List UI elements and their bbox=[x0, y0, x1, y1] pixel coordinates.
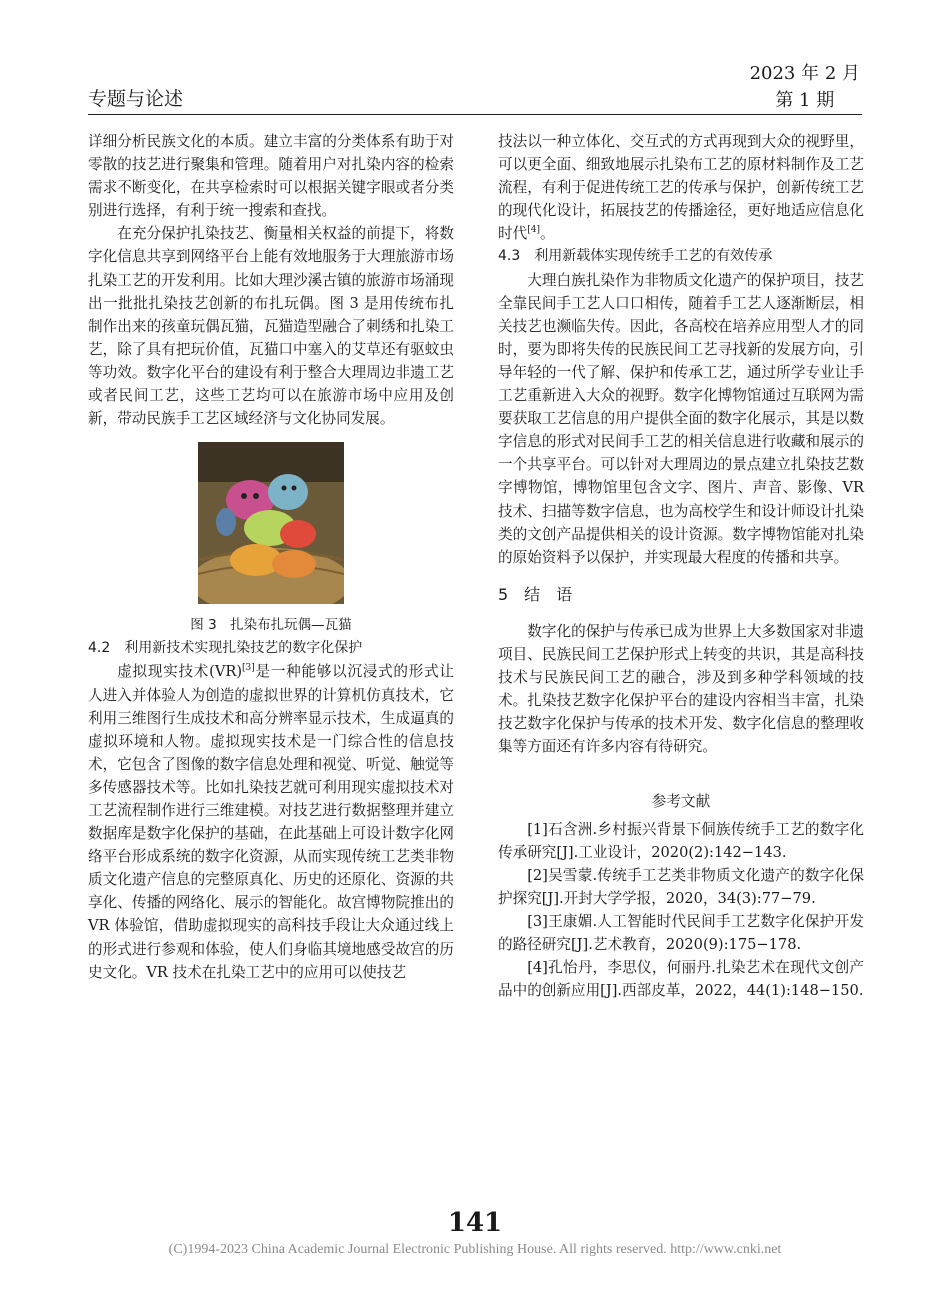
reference-item: [1]石含洲.乡村振兴背景下侗族传统手工艺的数字化传承研究[J].工业设计，2020(2):142−143. bbox=[498, 820, 864, 861]
paragraph-text: 虚拟现实技术(VR) bbox=[117, 663, 243, 681]
subsection-heading: 4.2 利用新技术实现扎染技艺的数字化保护 bbox=[88, 640, 363, 657]
figure-3 bbox=[88, 442, 454, 637]
paragraph: 大理白族扎染作为非物质文化遗产的保护项目，技艺全靠民间手工艺人口口相传，随着手工艺人逐渐断层，相关技艺也濒临失传。因此，各高校在培养应用型人才的同时，要为即将失传的民族民间工艺寻找新的发展方向，引导年轻的一代了解、保护和传承工艺，通过所学专业让手工艺重新进入大众的视野。数字化博物馆通过互联网为需要获取工艺信息的用户提供全面的数字化展示，其是以数字信息的形式对民间手工艺的相关信息进行收藏和展示的一个共享平台。可以针对大理周边的景点建立扎染技艺数字博物馆，博物馆里包含文字、图片、声音、影像、VR 技术、扫描等数字信息，也为高校学生和设计师设计扎染类的文创产品提供相关的设计资源。数字博物馆能对扎染的原始资料予以保护，并实现最大程度的传播和共享。 bbox=[498, 271, 864, 566]
citation: [4] bbox=[527, 225, 540, 236]
photo-wa-mao-dolls bbox=[198, 442, 344, 604]
journal-section: 专题与论述 bbox=[88, 88, 184, 110]
left-column bbox=[88, 130, 454, 984]
reference-item: [3]王康媚.人工智能时代民间手工艺数字化保护开发的路径研究[J].艺术教育，2020(9):175−178. bbox=[498, 912, 864, 953]
paragraph-text: 技法以一种立体化、交互式的方式再现到大众的视野里，可以更全面、细致地展示扎染布工艺的原材料制作及工艺流程，有利于促进传统工艺的传承与保护，创新传统工艺的现代化设计，拓展技艺的传播途径，更好地适应信息化时代 bbox=[498, 133, 864, 243]
paragraph bbox=[88, 660, 454, 983]
paragraph: 在充分保护扎染技艺、衡量相关权益的前提下，将数字化信息共享到网络平台上能有效地服务于大理旅游市场扎染工艺的开发利用。比如大理沙溪古镇的旅游市场涌现出一批批扎染技艺创新的布扎玩偶。图 3 是用传统布扎制作出来的孩童玩偶瓦猫，瓦猫造型融合了刺绣和扎染工艺，除了具有把玩价值，瓦猫口中塞入的艾草还有驱蚊虫等功效。数字化平台的建设有利于整合大理周边非遗工艺或者民间工艺，这些工艺均可以在旅游市场中应用及创新，带动民族手工艺区域经济与文化协同发展。 bbox=[88, 225, 454, 428]
paragraph bbox=[498, 130, 864, 245]
paragraph-text: 是一种能够以沉浸式的形式让人进入并体验人为创造的虚拟世界的计算机仿真技术，它利用三维图行生成技术和高分辨率显示技术，生成逼真的虚拟环境和人物。虚拟现实技术是一门综合性的信息技术，它包含了图像的数字信息处理和视觉、听觉、触觉等多传感器技术等。比如扎染技艺就可利用现实虚拟技术对工艺流程制作进行三维建模。对技艺进行数据整理并建立数据库是数字化保护的基础，在此基础上可设计数字化网络平台形成系统的数字化资源，从而实现传统工艺类非物质文化遗产信息的完整原真化、历史的还原化、资源的共享化、传播的网络化、展示的智能化。故宫博物院推出的 VR 体验馆，借助虚拟现实的高科技手段让大众通过线上的形式进行参观和体验，使人们身临其境地感受故宫的历史文化。VR 技术在扎染工艺中的应用可以使技艺 bbox=[88, 663, 454, 981]
copyright-footer: (C)1994-2023 China Academic Journal Electronic Publishing House. All rights reserved. http://www.cnki.net bbox=[168, 1242, 782, 1257]
subsection-heading: 4.3 利用新载体实现传统手工艺的有效传承 bbox=[498, 248, 773, 265]
reference-item: [4]孔怡丹，李思仪，何丽丹.扎染艺术在现代文创产品中的创新应用[J].西部皮革，2022，44(1):148−150. bbox=[498, 959, 864, 1000]
issue-date: 2023 年 2 月 bbox=[749, 63, 860, 84]
paragraph: 详细分析民族文化的本质。建立丰富的分类体系有助于对零散的技艺进行聚集和管理。随着用户对扎染内容的检索需求不断变化，在共享检索时可以根据关键字眼或者分类别进行选择，有利于统一搜索和查找。 bbox=[88, 133, 454, 220]
section-heading: 5 结 语 bbox=[498, 584, 573, 604]
figure-caption: 图 3 扎染布扎玩偶—瓦猫 bbox=[190, 617, 352, 634]
paragraph: 数字化的保护与传承已成为世界上大多数国家对非遗项目、民族民间工艺保护形式上转变的共识，其是高科技技术与民族民间工艺的融合，涉及到多种学科领域的技术。扎染技艺数字化保护平台的建设内容相当丰富，扎染技艺数字化保护与传承的技术开发、数字化信息的整理收集等方面还有许多内容有待研究。 bbox=[498, 622, 864, 756]
references-title: 参考文献 bbox=[651, 793, 711, 811]
citation: [3] bbox=[242, 663, 255, 674]
paragraph-text: 。 bbox=[539, 225, 555, 243]
right-column bbox=[498, 130, 864, 1002]
issue-number: 第 1 期 bbox=[775, 90, 835, 111]
page-number: 141 bbox=[447, 1208, 503, 1238]
header-rule bbox=[88, 114, 862, 115]
reference-item: [2]吴雪蒙.传统手工艺类非物质文化遗产的数字化保护探究[J].开封大学学报，2020，34(3):77−79. bbox=[498, 866, 864, 907]
issue-info bbox=[750, 60, 860, 114]
